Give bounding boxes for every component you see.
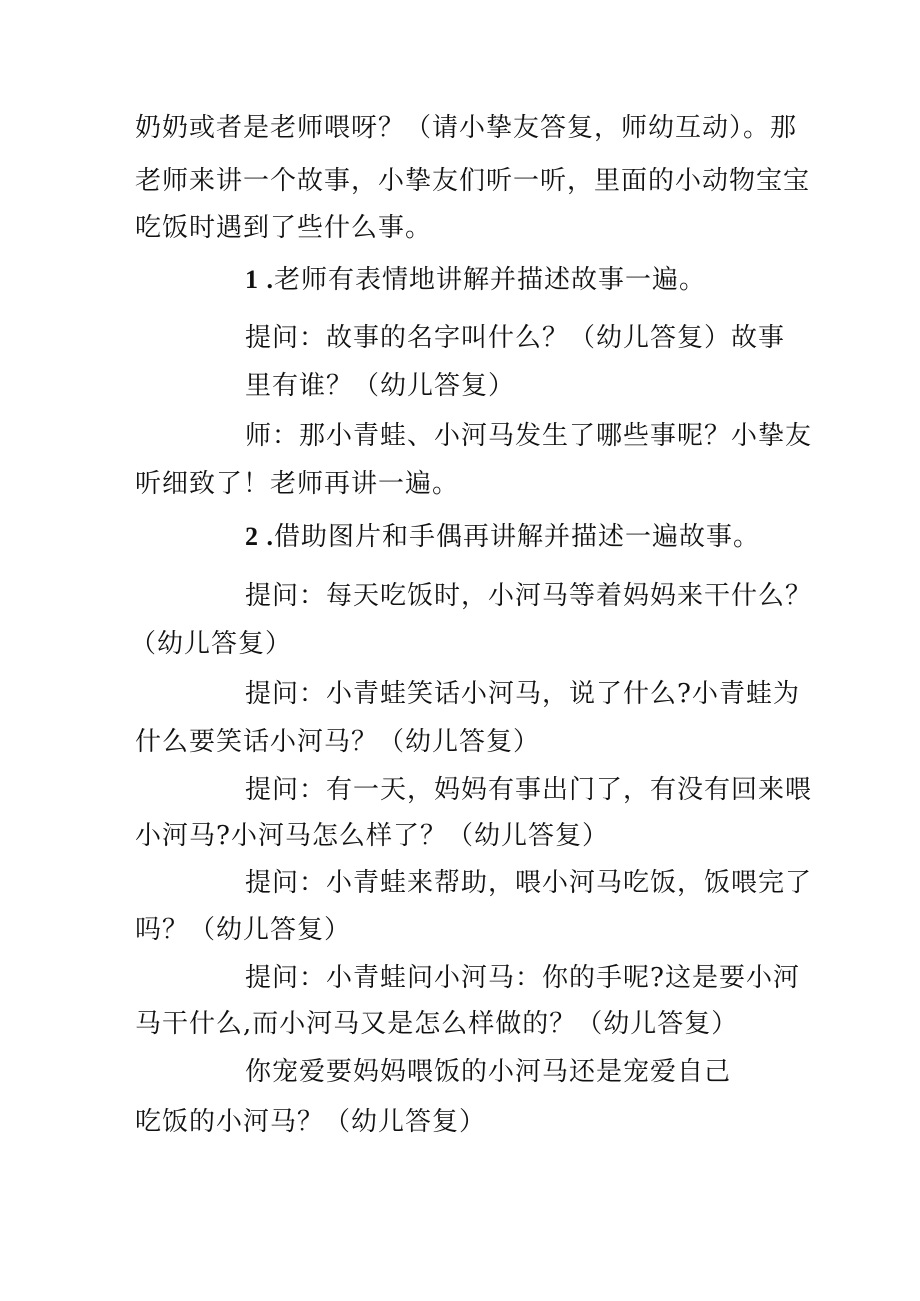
paragraph-line-2: 老师来讲一个故事，小挚友们听一听，里面的小动物宝宝: [135, 166, 811, 196]
question-line-5: 提问：小青蛙笑话小河马，说了什么?小青蛙为: [245, 679, 800, 709]
question-line-10: 吗？（幼儿答复）: [135, 915, 352, 945]
question-line-11: 提问：小青蛙问小河马：你的手呢?这是要小河: [245, 963, 800, 993]
question-line-7: 提问：有一天，妈妈有事出门了，有没有回来喂: [245, 775, 813, 805]
paragraph-line-1: 奶奶或者是老师喂呀？（请小挚友答复，师幼互动）。那: [135, 113, 798, 143]
step-1-text: 老师有表情地讲解并描述故事一遍。: [274, 265, 707, 295]
question-line-12: 马干什么,而小河马又是怎么样做的？（幼儿答复）: [135, 1009, 739, 1039]
teacher-line-1: 师：那小青蛙、小河马发生了哪些事呢？小挚友: [245, 421, 813, 451]
question-line-2: 里有谁？（幼儿答复）: [245, 371, 516, 401]
step-number-2: 2 .: [245, 522, 274, 551]
step-2-text: 借助图片和手偶再讲解并描述一遍故事。: [274, 522, 761, 552]
step-number-1: 1 .: [245, 265, 274, 294]
question-line-9: 提问：小青蛙来帮助，喂小河马吃饭，饭喂完了: [245, 868, 813, 898]
question-line-6: 什么要笑话小河马？（幼儿答复）: [135, 727, 541, 757]
step-2-heading: [245, 521, 760, 553]
question-line-13: 你宠爱要妈妈喂饭的小河马还是宠爱自己: [245, 1057, 732, 1087]
question-line-4: （幼儿答复）: [130, 629, 293, 659]
step-1-heading: [245, 264, 706, 296]
question-line-3: 提问：每天吃饭时，小河马等着妈妈来干什么？: [245, 581, 813, 611]
question-line-14: 吃饭的小河马？（幼儿答复）: [135, 1107, 487, 1137]
paragraph-line-3: 吃饭时遇到了些什么事。: [135, 213, 433, 243]
question-line-8: 小河马?小河马怎么样了？（幼儿答复）: [135, 821, 609, 851]
teacher-line-2: 听细致了！老师再讲一遍。: [135, 469, 460, 499]
question-line-1: 提问：故事的名字叫什么？（幼儿答复）故事: [245, 323, 786, 353]
